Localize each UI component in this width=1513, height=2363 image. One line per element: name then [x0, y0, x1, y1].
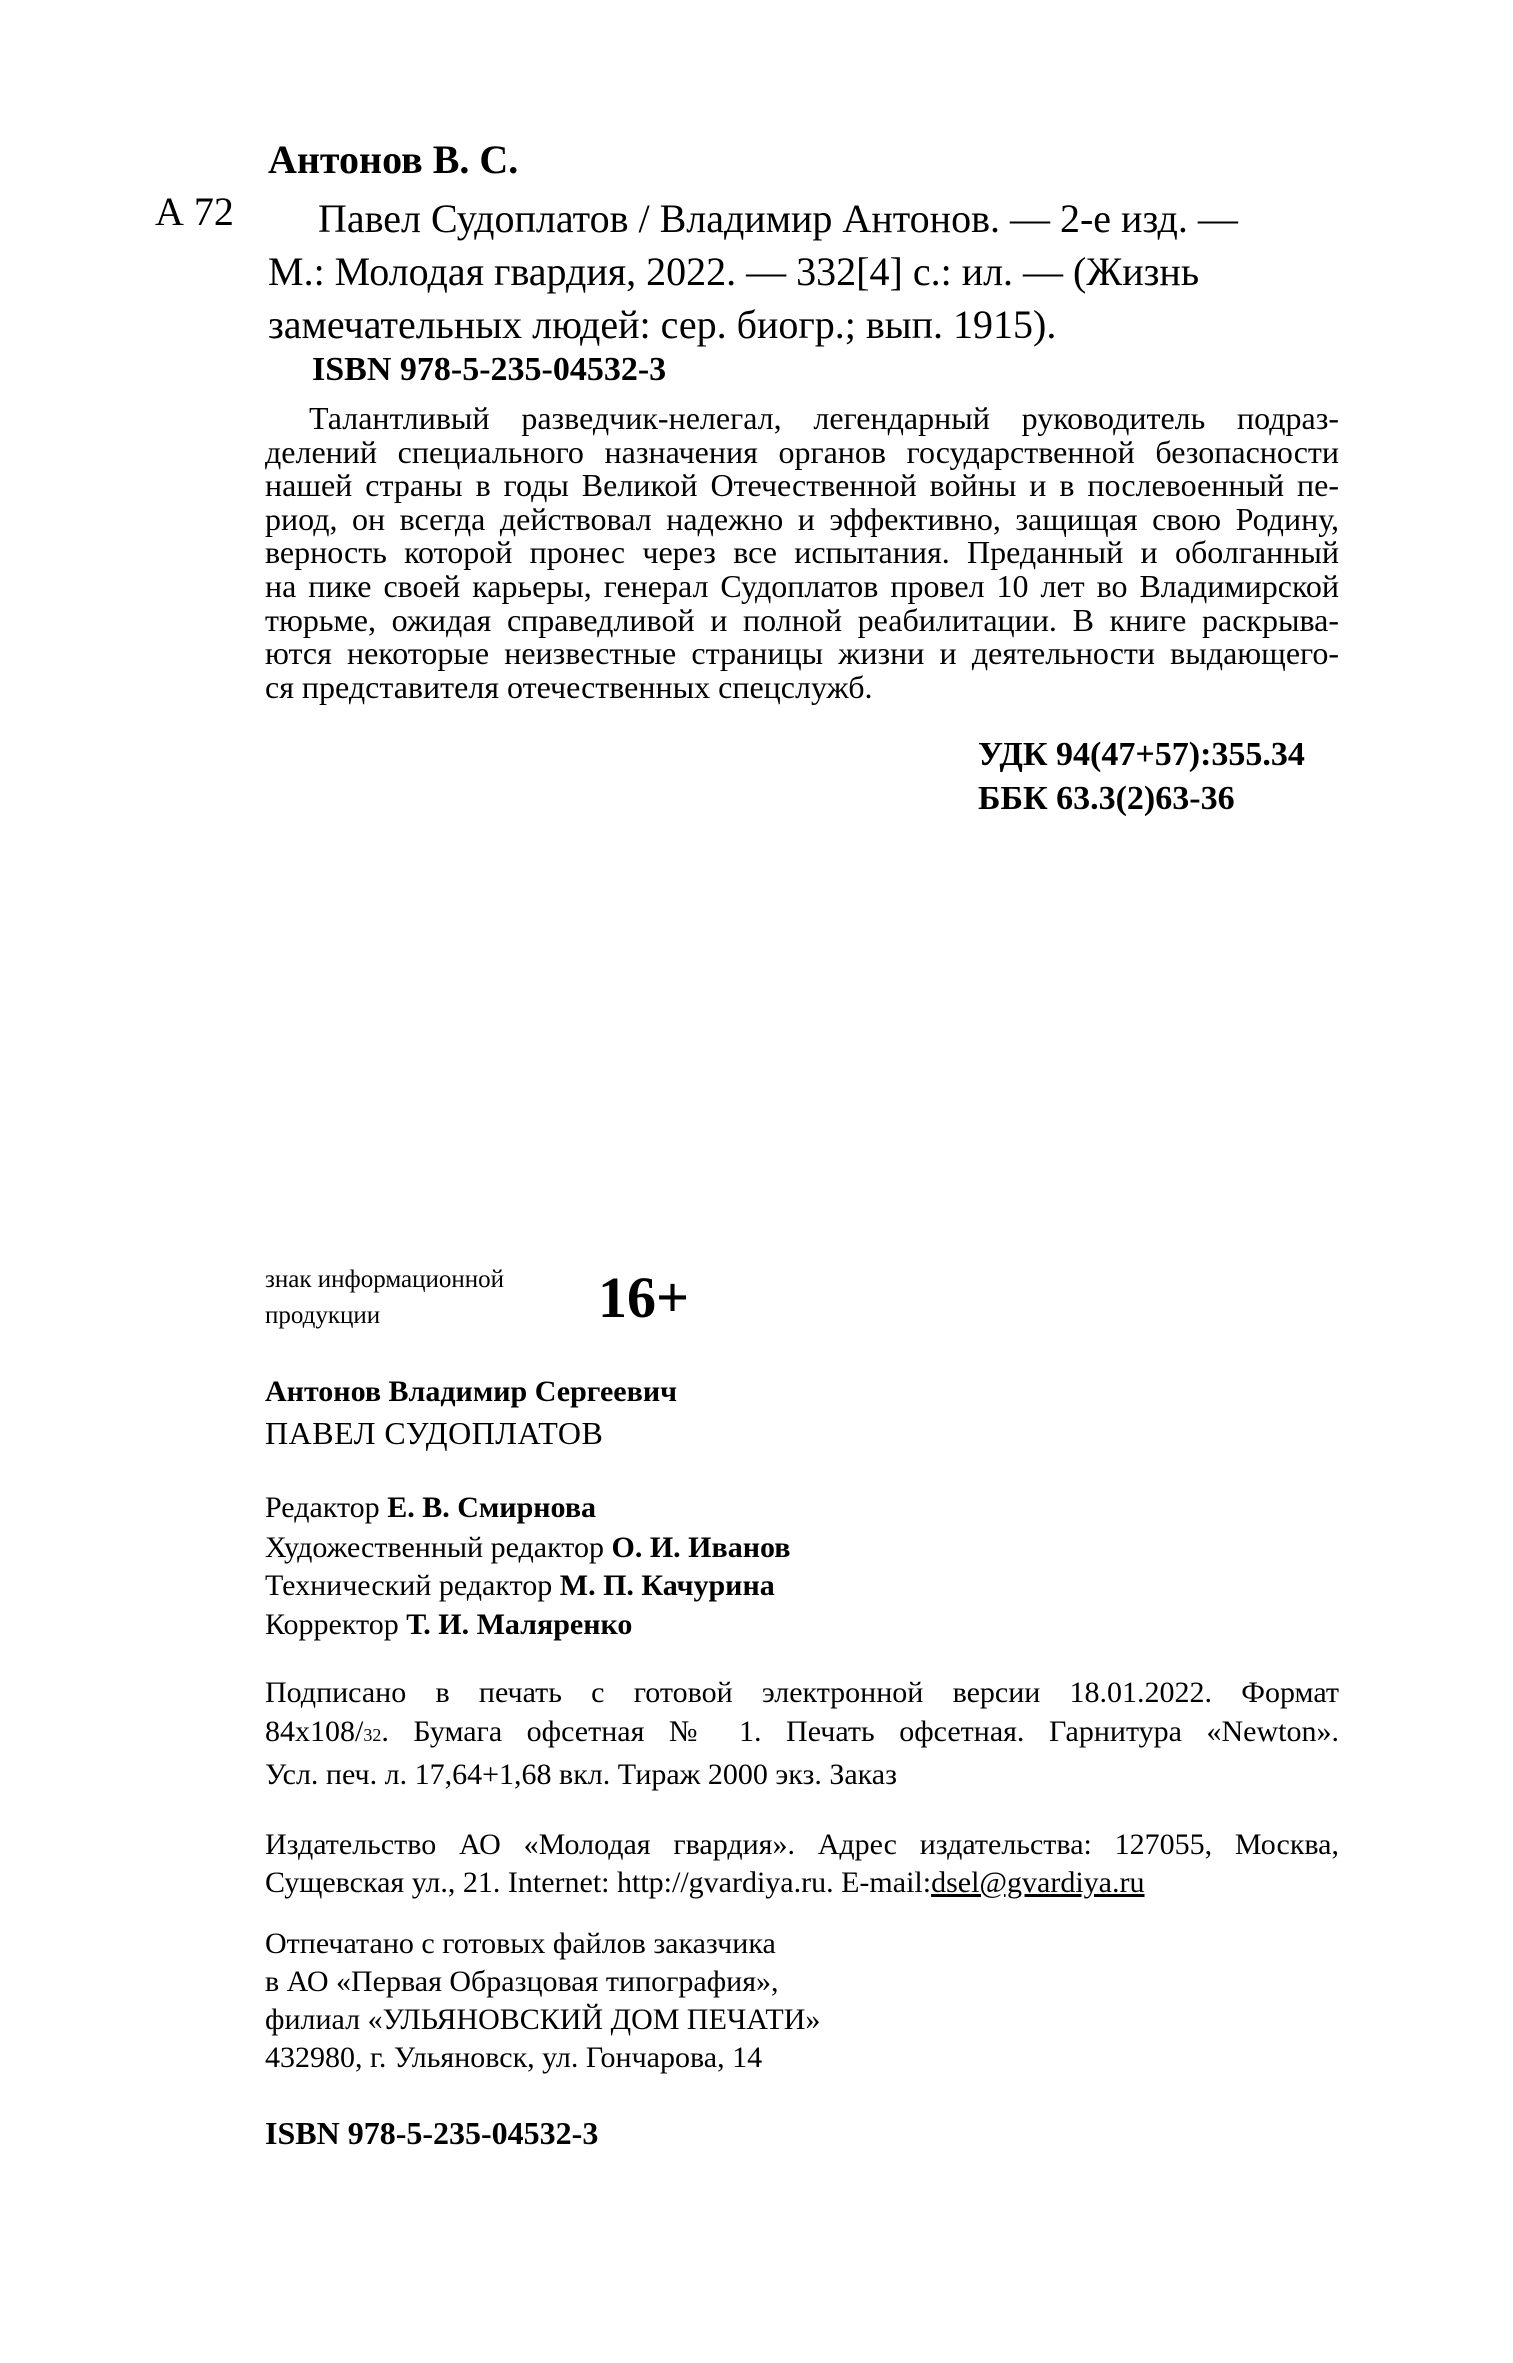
annotation-line: ются некоторые неизвестные страницы жизни и деятельности выдающего- [265, 635, 1339, 672]
staff-role: Редактор [265, 1491, 380, 1524]
age-mark-label [265, 1262, 504, 1334]
print-info-text: . Бумага офсетная № 1. Печать офсетная. Гарнитура «Newton». [381, 1715, 1339, 1748]
catalog-author-heading: Антонов В. С. [268, 137, 519, 182]
printer-line: филиал «УЛЬЯНОВСКИЙ ДОМ ПЕЧАТИ» [265, 2003, 821, 2036]
publisher-line: Издательство АО «Молодая гвардия». Адрес издательства: 127055, Москва, [265, 1828, 1339, 1861]
staff-editor [265, 1493, 596, 1523]
staff-tech-editor [265, 1571, 775, 1601]
print-info-line: Усл. печ. л. 17,64+1,68 вкл. Тираж 2000 экз. Заказ [265, 1758, 897, 1791]
staff-art-editor [265, 1533, 790, 1563]
staff-role: Технический редактор [265, 1569, 553, 1602]
imprint-author: Антонов Владимир Сергеевич [265, 1375, 678, 1408]
print-info-line: Подписано в печать с готовой электронной версии 18.01.2022. Формат [265, 1676, 1339, 1709]
staff-name: М. П. Качурина [559, 1569, 775, 1602]
annotation-line: верность которой пронес через все испытания. Преданный и оболганный [265, 534, 1339, 571]
age-mark-label-line: знак информационной [265, 1266, 504, 1293]
age-mark-label-line: продукции [265, 1302, 381, 1329]
imprint-title: ПАВЕЛ СУДОПЛАТОВ [265, 1415, 604, 1451]
classification-codes [978, 733, 1305, 821]
citation-line: замечательных людей: сер. биогр.; вып. 1915). [268, 302, 1057, 347]
printer-info [265, 1925, 820, 2077]
staff-name: Е. В. Смирнова [387, 1491, 597, 1524]
catalog-isbn: ISBN 978-5-235-04532-3 [312, 351, 667, 388]
citation-line: Павел Судоплатов / Владимир Антонов. — 2-е изд. — [318, 196, 1238, 241]
email-link[interactable]: dsel@gvardiya.ru [931, 1866, 1145, 1899]
udk-code: УДК 94(47+57):355.34 [978, 736, 1305, 773]
printer-line: 432980, г. Ульяновск, ул. Гончарова, 14 [265, 2041, 763, 2074]
printer-line: Отпечатано с готовых файлов заказчика [265, 1927, 776, 1960]
imprint-isbn: ISBN 978-5-235-04532-3 [265, 2115, 599, 2151]
publisher-line [265, 1864, 1339, 1902]
staff-name: О. И. Иванов [611, 1531, 791, 1564]
staff-name: Т. И. Маляренко [406, 1608, 633, 1641]
publisher-address: Сущевская ул., 21. Internet: http://gvardiya.ru. E-mail: [265, 1866, 932, 1899]
annotation-line: на пике своей карьеры, генерал Судоплатов провел 10 лет во Владимирской [265, 567, 1339, 604]
annotation-line: нашей страны в годы Великой Отечественной войны и в послевоенный пе- [265, 467, 1339, 504]
catalog-citation [268, 192, 1338, 351]
catalog-code: А 72 [155, 189, 234, 234]
bbk-code: ББК 63.3(2)63-36 [978, 780, 1235, 817]
annotation-paragraph [265, 402, 1339, 704]
format-value: 84х108/ [265, 1715, 364, 1748]
annotation-line: делений специального назначения органов государственной безопасности [265, 433, 1339, 470]
annotation-line: Талантливый разведчик-нелегал, легендарный руководитель подраз- [309, 400, 1339, 436]
annotation-line: тюрьме, ожидая справедливой и полной реабилитации. В книге раскрыва- [265, 601, 1339, 638]
publisher-info [265, 1826, 1339, 1902]
staff-role: Художественный редактор [265, 1531, 604, 1564]
annotation-line: ся представителя отечественных спецслужб. [265, 668, 873, 705]
print-info [265, 1673, 1339, 1794]
print-info-line [265, 1712, 1339, 1755]
staff-proofreader [265, 1610, 632, 1640]
staff-role: Корректор [265, 1608, 399, 1641]
format-fraction: 32 [363, 1725, 382, 1745]
printer-line: в АО «Первая Образцовая типография», [265, 1965, 779, 1998]
citation-line: М.: Молодая гвардия, 2022. — 332[4] с.: ил. — (Жизнь [268, 249, 1200, 294]
age-rating: 16+ [598, 1265, 690, 1330]
annotation-line: риод, он всегда действовал надежно и эффективно, защищая свою Родину, [265, 500, 1339, 537]
